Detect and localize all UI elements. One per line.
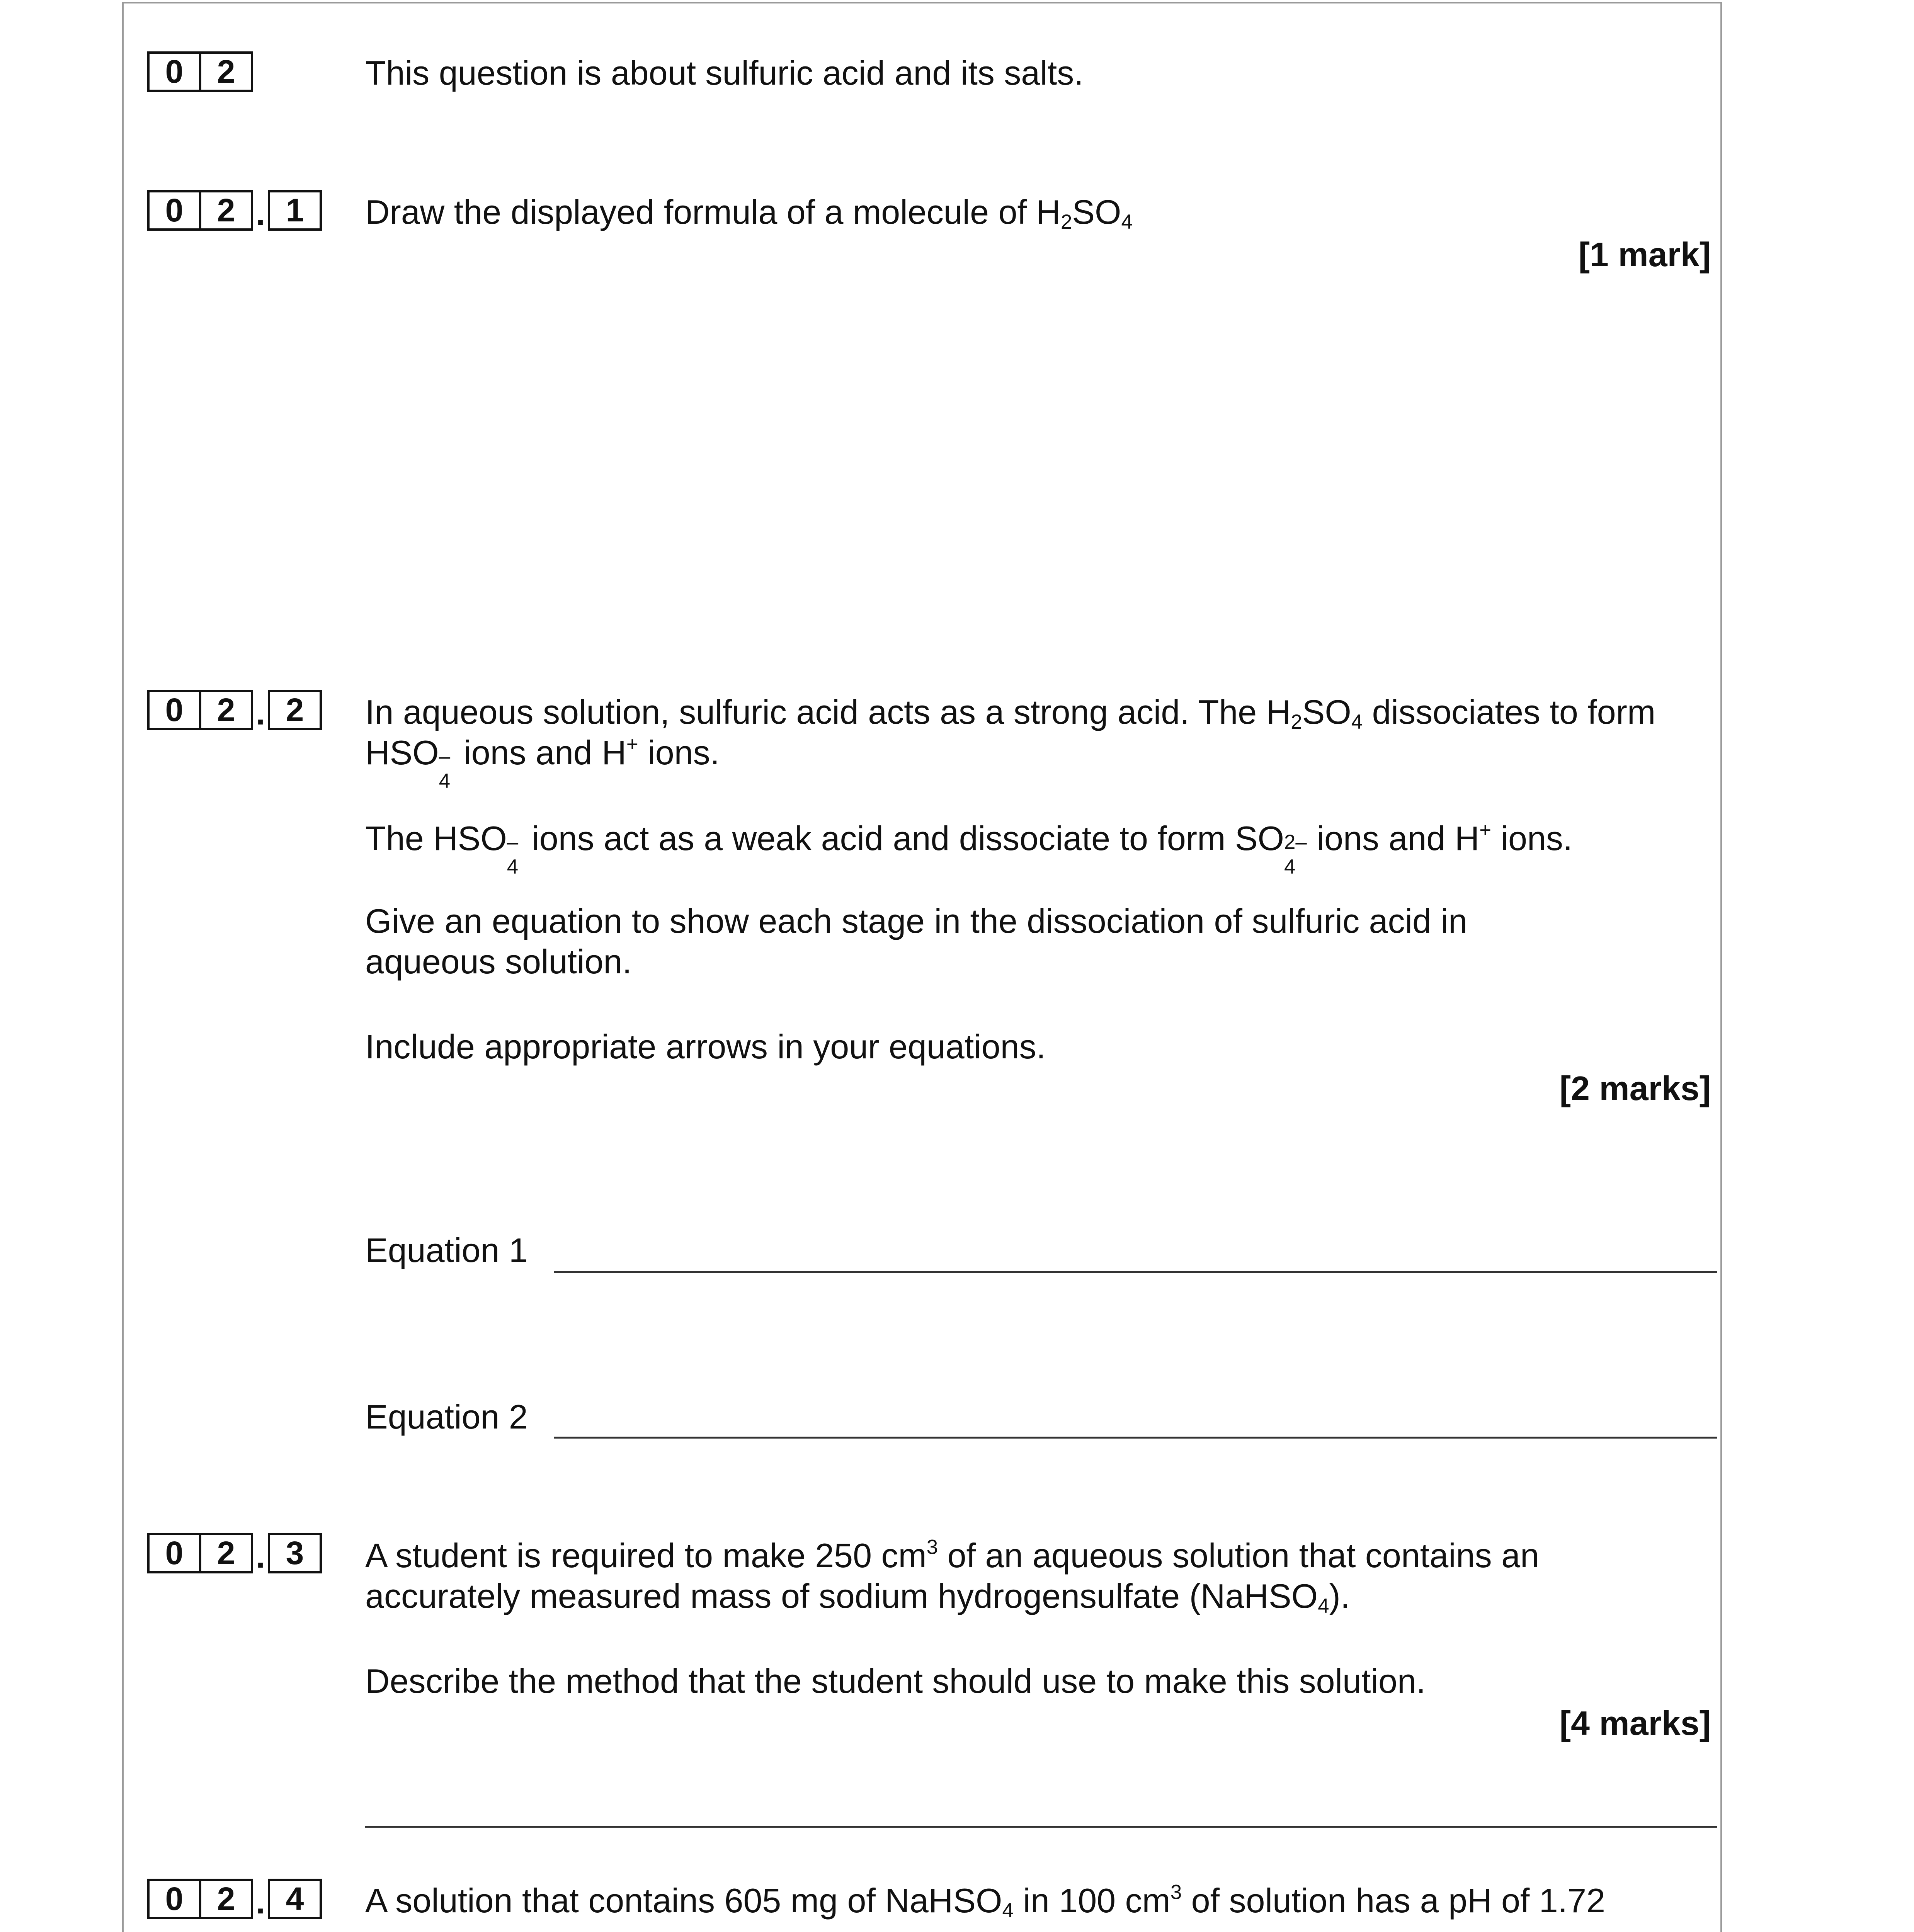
qnum-digit: 0 [147,51,201,92]
qnum-digit: 0 [147,690,201,730]
qnum-digit: 2 [199,690,253,730]
q023-paragraph-1: A student is required to make 250 $cm^3$ of an aqueous solution that contains an accurately measured mass of sodium hydrogensulfate (NaHSO$_4$). [365,1536,1539,1618]
qnum-digit: 2 [199,51,253,92]
qnum-digit: 0 [147,1879,201,1919]
qnum-digit: 2 [199,190,253,231]
equation-1-answer-line[interactable] [554,1271,1717,1273]
question-number-02 [147,51,253,92]
q021-marks: [1 mark] [1578,235,1711,274]
q022-paragraph-2: The HSO 4 – ions act as a weak acid and dissociate to form SO 4 2– ions and H+ ions. [365,818,1573,878]
q023-answer-line[interactable] [365,1826,1717,1828]
question-number-02-3 [147,1533,322,1573]
equation-1-label: Equation 1 [365,1231,528,1269]
q02-intro: This question is about sulfuric acid and its salts. [365,54,1084,92]
q022-paragraph-1: In aqueous solution, sulfuric acid acts as a strong acid. The $H_2SO_4$ dissociates to form HSO 4 – ions and H+ ions. [365,693,1656,793]
q023-marks: [4 marks] [1559,1704,1711,1742]
equation-2-answer-line[interactable] [554,1437,1717,1439]
qnum-dot: . [256,695,265,731]
qnum-digit: 2 [268,690,322,730]
qnum-digit: 2 [199,1879,253,1919]
qnum-digit: 3 [268,1533,322,1573]
equation-2-label: Equation 2 [365,1398,528,1436]
qnum-dot: . [256,1884,265,1920]
question-number-02-2 [147,690,322,730]
q022-marks: [2 marks] [1559,1069,1711,1107]
question-number-02-1 [147,190,322,231]
q021-prompt: Draw the displayed formula of a molecule of $H_2SO_4$ [365,193,1133,234]
qnum-digit: 2 [199,1533,253,1573]
qnum-digit: 1 [268,190,322,231]
q022-paragraph-4: Include appropriate arrows in your equations. [365,1027,1046,1066]
q023-paragraph-2: Describe the method that the student should use to make this solution. [365,1662,1426,1700]
qnum-digit: 0 [147,1533,201,1573]
question-number-02-4 [147,1879,322,1919]
q024-paragraph-1: A solution that contains 605 mg of NaHSO$_4$ in 100 $cm^3$ of solution has a pH of 1.72 [365,1881,1606,1922]
q022-paragraph-3: Give an equation to show each stage in the dissociation of sulfuric acid in aqueous solution. [365,902,1467,981]
qnum-dot: . [256,195,265,232]
qnum-dot: . [256,1538,265,1575]
q021-answer-space[interactable] [365,294,1718,641]
qnum-digit: 4 [268,1879,322,1919]
qnum-digit: 0 [147,190,201,231]
